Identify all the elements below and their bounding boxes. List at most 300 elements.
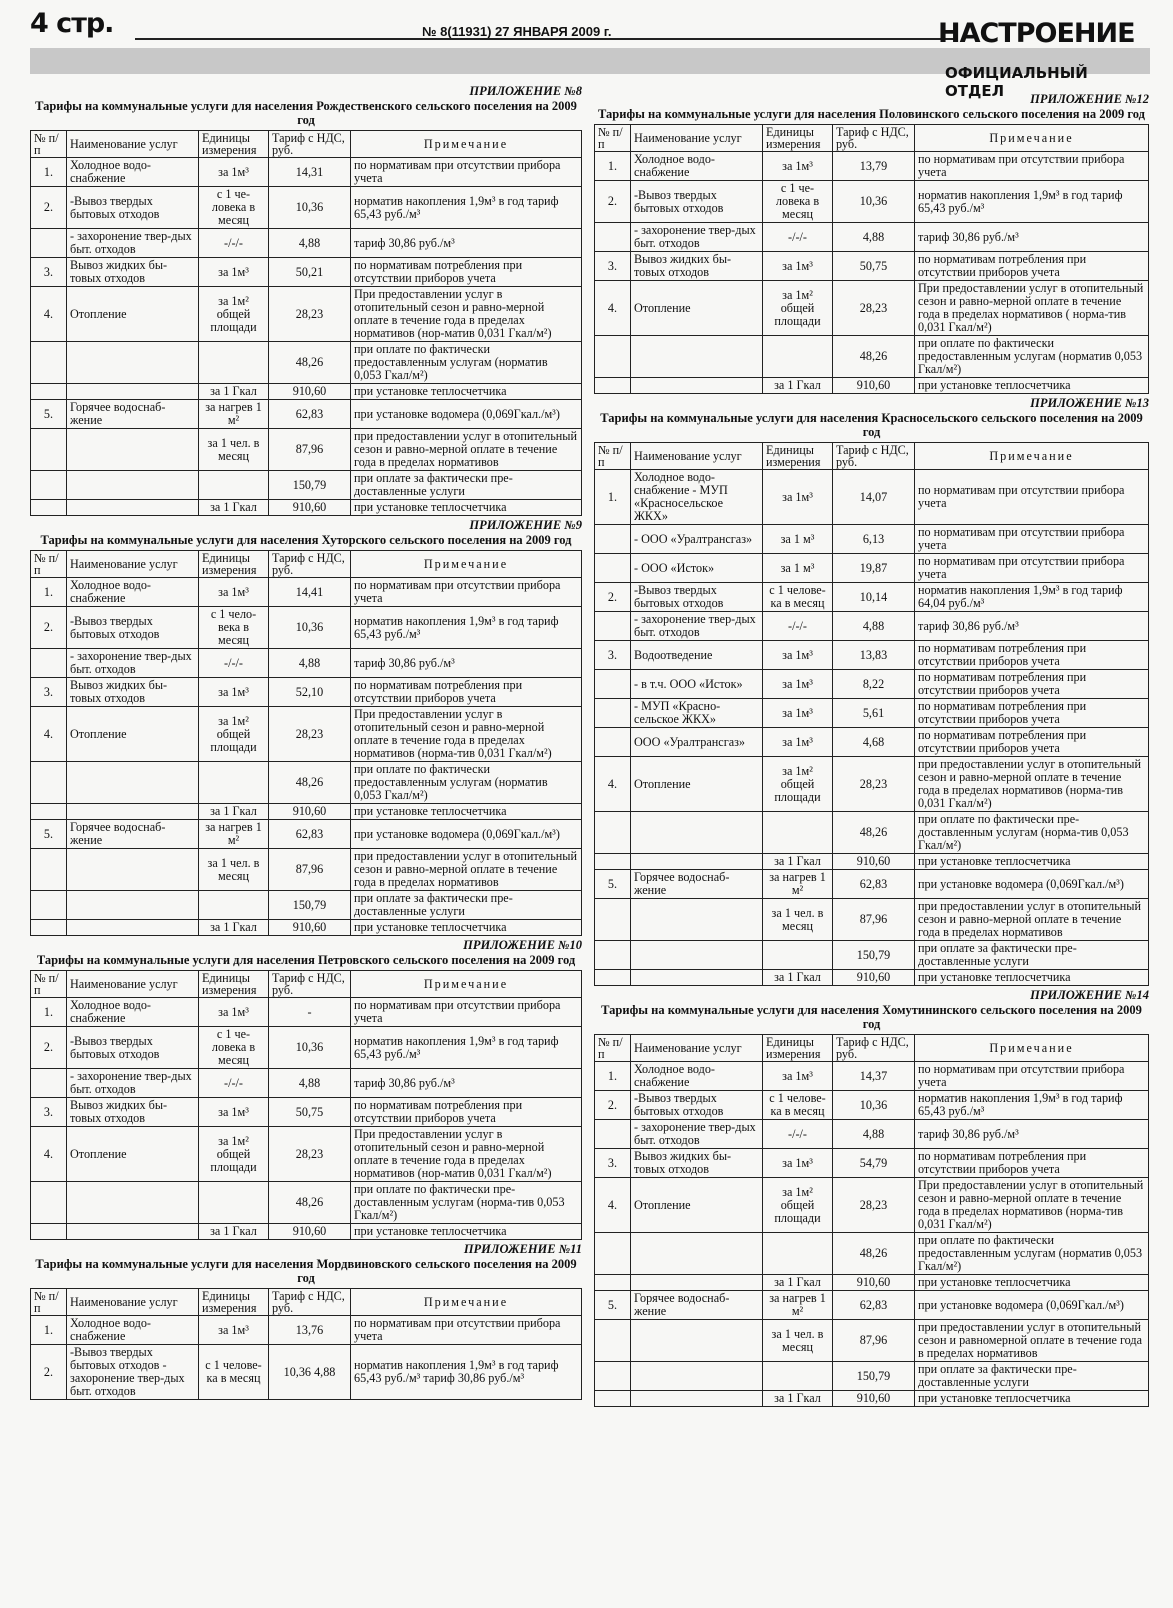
- unit-cell: за 1м³: [199, 1098, 269, 1127]
- tariff-value: -: [269, 998, 351, 1027]
- note-cell: при установке теплосчетчика: [915, 854, 1149, 870]
- table-row: [31, 342, 582, 384]
- service-name: Холодное водо-снабжение: [67, 578, 199, 607]
- table-row: [31, 607, 582, 649]
- table-row: [31, 920, 582, 936]
- table-row: [31, 1345, 582, 1400]
- table-row: [595, 854, 1149, 870]
- table-row: [31, 429, 582, 471]
- service-name: -Вывоз твердых бытовых отходов: [631, 583, 763, 612]
- service-name: [631, 1391, 763, 1407]
- tariff-value: 10,36: [269, 187, 351, 229]
- unit-cell: с 1 че-ловека в месяц: [199, 187, 269, 229]
- row-number: 5.: [595, 1291, 631, 1320]
- note-cell: при оплате за фактически пре-доставленные услуги: [915, 941, 1149, 970]
- service-name: - ООО «Уралтрансгаз»: [631, 525, 763, 554]
- service-name: [631, 1233, 763, 1275]
- table-row: [31, 998, 582, 1027]
- table-row: [595, 970, 1149, 986]
- note-cell: норматив накопления 1,9м³ в год тариф 65,43 руб./м³: [915, 1091, 1149, 1120]
- row-number: [595, 336, 631, 378]
- service-name: -Вывоз твердых бытовых отходов: [67, 607, 199, 649]
- left-column: [30, 84, 582, 1402]
- row-number: [31, 849, 67, 891]
- tariff-value: 4,88: [269, 1069, 351, 1098]
- tariff-value: 14,41: [269, 578, 351, 607]
- service-name: [631, 970, 763, 986]
- service-name: Холодное водо-снабжение: [631, 1062, 763, 1091]
- row-number: [31, 649, 67, 678]
- col-num-header: № п/п: [595, 1035, 631, 1062]
- unit-cell: -/-/-: [199, 649, 269, 678]
- note-cell: по нормативам потребления при отсутствии приборов учета: [351, 1098, 582, 1127]
- table-header-row: [31, 131, 582, 158]
- unit-cell: за 1 Гкал: [763, 378, 833, 394]
- row-number: [595, 728, 631, 757]
- row-number: [595, 812, 631, 854]
- note-cell: при установке водомера (0,069Гкал./м³): [915, 870, 1149, 899]
- service-name: [67, 920, 199, 936]
- unit-cell: [199, 891, 269, 920]
- unit-cell: [763, 336, 833, 378]
- service-name: Холодное водо-снабжение: [67, 998, 199, 1027]
- unit-cell: [763, 941, 833, 970]
- tariff-value: 4,68: [833, 728, 915, 757]
- col-service-header: Наименование услуг: [631, 443, 763, 470]
- tariff-value: 910,60: [833, 854, 915, 870]
- col-service-header: Наименование услуг: [67, 971, 199, 998]
- table-row: [595, 583, 1149, 612]
- col-service-header: Наименование услуг: [67, 131, 199, 158]
- tariff-value: 4,88: [833, 223, 915, 252]
- table-row: [31, 762, 582, 804]
- note-cell: при установке водомера (0,069Гкал./м³): [351, 400, 582, 429]
- unit-cell: за 1 Гкал: [763, 1275, 833, 1291]
- note-cell: тариф 30,86 руб./м³: [351, 649, 582, 678]
- service-name: [631, 378, 763, 394]
- tariff-value: 48,26: [269, 342, 351, 384]
- table-row: [31, 804, 582, 820]
- row-number: [595, 970, 631, 986]
- row-number: 2.: [595, 583, 631, 612]
- service-name: -Вывоз твердых бытовых отходов - захоронение твер-дых быт. отходов: [67, 1345, 199, 1400]
- col-note-header: Примечание: [351, 1289, 582, 1316]
- row-number: [595, 854, 631, 870]
- service-name: - захоронение твер-дых быт. отходов: [67, 229, 199, 258]
- tariff-value: 62,83: [833, 870, 915, 899]
- note-cell: при предоставлении услуг в отопительный сезон и равномерной оплате в течение года в пределах нормативов: [915, 1320, 1149, 1362]
- col-tariff-header: Тариф с НДС, руб.: [269, 1289, 351, 1316]
- service-name: Холодное водо-снабжение: [67, 1316, 199, 1345]
- row-number: 4.: [31, 1127, 67, 1182]
- issue-line: № 8(11931) 27 ЯНВАРЯ 2009 г.: [422, 24, 612, 39]
- tariff-value: 28,23: [269, 1127, 351, 1182]
- note-cell: при установке теплосчетчика: [915, 378, 1149, 394]
- service-name: Холодное водо-снабжение: [631, 152, 763, 181]
- unit-cell: за нагрев 1 м²: [199, 400, 269, 429]
- appendix-label: ПРИЛОЖЕНИЕ №8: [469, 84, 582, 98]
- service-name: - МУП «Красно-сельское ЖКХ»: [631, 699, 763, 728]
- tariff-value: 910,60: [833, 1391, 915, 1407]
- row-number: 1.: [595, 1062, 631, 1091]
- table-row: [31, 384, 582, 400]
- table-row: [595, 757, 1149, 812]
- row-number: [31, 920, 67, 936]
- table-row: [595, 1391, 1149, 1407]
- unit-cell: за 1 Гкал: [763, 970, 833, 986]
- service-name: [631, 941, 763, 970]
- appendix-label: ПРИЛОЖЕНИЕ №11: [463, 1242, 582, 1256]
- tariff-value: 150,79: [269, 891, 351, 920]
- note-cell: по нормативам при отсутствии прибора учета: [915, 470, 1149, 525]
- tariff-value: 62,83: [269, 820, 351, 849]
- tariff-value: 48,26: [833, 812, 915, 854]
- table-row: [595, 870, 1149, 899]
- unit-cell: -/-/-: [199, 229, 269, 258]
- col-unit-header: Единицы измерения: [199, 971, 269, 998]
- unit-cell: за 1м³: [199, 158, 269, 187]
- unit-cell: с 1 челове-ка в месяц: [763, 1091, 833, 1120]
- table-title: Тарифы на коммунальные услуги для населения Хомутининского сельского поселения на 2009 год: [601, 1003, 1142, 1031]
- unit-cell: -/-/-: [763, 223, 833, 252]
- tariff-value: 50,75: [833, 252, 915, 281]
- tariff-value: 28,23: [269, 287, 351, 342]
- table-row: [595, 1275, 1149, 1291]
- tariff-value: 13,76: [269, 1316, 351, 1345]
- note-cell: по нормативам потребления при отсутствии приборов учета: [915, 728, 1149, 757]
- col-service-header: Наименование услуг: [631, 125, 763, 152]
- note-cell: При предоставлении услуг в отопительный сезон и равно-мерной оплате в течение года в пределах нормативов (норма-тив 0,031 Гкал/м²): [351, 707, 582, 762]
- service-name: Вывоз жидких бы-товых отходов: [631, 252, 763, 281]
- row-number: 1.: [595, 470, 631, 525]
- tariff-value: 5,61: [833, 699, 915, 728]
- note-cell: по нормативам при отсутствии прибора учета: [351, 158, 582, 187]
- service-name: Вывоз жидких бы-товых отходов: [631, 1149, 763, 1178]
- table-row: [31, 1098, 582, 1127]
- service-name: Вывоз жидких бы-товых отходов: [67, 258, 199, 287]
- tariff-value: 4,88: [833, 612, 915, 641]
- row-number: [595, 525, 631, 554]
- tariff-table: [30, 130, 582, 516]
- note-cell: по нормативам при отсутствии прибора учета: [915, 152, 1149, 181]
- row-number: [31, 891, 67, 920]
- tariff-value: 10,14: [833, 583, 915, 612]
- note-cell: при оплате за фактически пре-доставленные услуги: [351, 891, 582, 920]
- row-number: 2.: [31, 1027, 67, 1069]
- table-row: [31, 229, 582, 258]
- service-name: Отопление: [67, 287, 199, 342]
- table-row: [595, 699, 1149, 728]
- col-service-header: Наименование услуг: [631, 1035, 763, 1062]
- col-unit-header: Единицы измерения: [763, 443, 833, 470]
- row-number: 5.: [31, 820, 67, 849]
- col-service-header: Наименование услуг: [67, 551, 199, 578]
- unit-cell: -/-/-: [763, 1120, 833, 1149]
- col-tariff-header: Тариф с НДС, руб.: [833, 443, 915, 470]
- table-row: [595, 554, 1149, 583]
- unit-cell: [763, 1362, 833, 1391]
- table-header-row: [31, 1289, 582, 1316]
- tariff-value: 14,31: [269, 158, 351, 187]
- tariff-value: 910,60: [833, 378, 915, 394]
- table-row: [595, 1091, 1149, 1120]
- service-name: - ООО «Исток»: [631, 554, 763, 583]
- page-number: 4 стр.: [30, 8, 114, 39]
- note-cell: по нормативам потребления при отсутствии приборов учета: [915, 699, 1149, 728]
- note-cell: При предоставлении услуг в отопительный сезон и равно-мерной оплате в течение года в пределах нормативов (нор-матив 0,031 Гкал/м²): [351, 287, 582, 342]
- table-row: [595, 728, 1149, 757]
- col-num-header: № п/п: [595, 443, 631, 470]
- unit-cell: [199, 342, 269, 384]
- tariff-value: 19,87: [833, 554, 915, 583]
- unit-cell: за 1м³: [763, 699, 833, 728]
- service-name: [67, 762, 199, 804]
- tariff-value: 910,60: [269, 920, 351, 936]
- tariff-value: 13,79: [833, 152, 915, 181]
- unit-cell: за 1 м³: [763, 525, 833, 554]
- table-title: Тарифы на коммунальные услуги для населения Половинского сельского поселения на 2009 год: [598, 107, 1145, 121]
- col-unit-header: Единицы измерения: [199, 1289, 269, 1316]
- note-cell: по нормативам при отсутствии прибора учета: [915, 525, 1149, 554]
- note-cell: норматив накопления 1,9м³ в год тариф 64,04 руб./м³: [915, 583, 1149, 612]
- table-header-row: [31, 551, 582, 578]
- row-number: [31, 804, 67, 820]
- note-cell: по нормативам при отсутствии прибора учета: [351, 578, 582, 607]
- table-row: [31, 578, 582, 607]
- unit-cell: за 1 чел. в месяц: [763, 899, 833, 941]
- tariff-table: [594, 1034, 1149, 1407]
- unit-cell: с 1 челове-ка в месяц: [199, 1345, 269, 1400]
- note-cell: при оплате по фактически предоставленным услугам (норматив 0,053 Гкал/м²): [351, 762, 582, 804]
- tariff-value: 8,22: [833, 670, 915, 699]
- table-row: [595, 252, 1149, 281]
- masthead: НАСТРОЕНИЕ: [938, 18, 1135, 49]
- table-row: [31, 158, 582, 187]
- tariff-value: 48,26: [833, 336, 915, 378]
- unit-cell: с 1 челове-ка в месяц: [763, 583, 833, 612]
- tariff-value: 87,96: [833, 1320, 915, 1362]
- unit-cell: с 1 че-ловека в месяц: [199, 1027, 269, 1069]
- tariff-value: 54,79: [833, 1149, 915, 1178]
- row-number: [595, 378, 631, 394]
- table-row: [31, 258, 582, 287]
- tariff-value: 87,96: [269, 429, 351, 471]
- unit-cell: за 1 чел. в месяц: [199, 849, 269, 891]
- note-cell: при оплате по фактически предоставленным услугам (норматив 0,053 Гкал/м²): [915, 1233, 1149, 1275]
- tariff-value: 910,60: [269, 804, 351, 820]
- table-row: [595, 470, 1149, 525]
- service-name: [67, 500, 199, 516]
- row-number: [595, 554, 631, 583]
- tariff-block-11: [30, 1242, 582, 1400]
- table-row: [31, 1224, 582, 1240]
- tariff-value: 28,23: [833, 757, 915, 812]
- unit-cell: за 1м³: [199, 578, 269, 607]
- col-num-header: № п/п: [31, 551, 67, 578]
- note-cell: при установке теплосчетчика: [915, 1275, 1149, 1291]
- row-number: 1.: [31, 158, 67, 187]
- table-row: [31, 1069, 582, 1098]
- service-name: - захоронение твер-дых быт. отходов: [67, 649, 199, 678]
- unit-cell: [763, 1233, 833, 1275]
- service-name: [631, 899, 763, 941]
- row-number: [595, 941, 631, 970]
- table-row: [31, 891, 582, 920]
- service-name: -Вывоз твердых бытовых отходов: [631, 1091, 763, 1120]
- note-cell: по нормативам при отсутствии прибора учета: [915, 1062, 1149, 1091]
- unit-cell: за 1м² общей площади: [763, 757, 833, 812]
- note-cell: по нормативам потребления при отсутствии приборов учета: [915, 641, 1149, 670]
- note-cell: при предоставлении услуг в отопительный сезон и равно-мерной оплате в течение года в пределах нормативов (норма-тив 0,031 Гкал/м²): [915, 757, 1149, 812]
- unit-cell: за 1м³: [199, 1316, 269, 1345]
- table-header-row: [595, 125, 1149, 152]
- col-note-header: Примечание: [351, 551, 582, 578]
- note-cell: норматив накопления 1,9м³ в год тариф 65,43 руб./м³: [351, 1027, 582, 1069]
- tariff-value: 10,36: [833, 1091, 915, 1120]
- unit-cell: за 1м³: [763, 470, 833, 525]
- tariff-value: 910,60: [269, 384, 351, 400]
- row-number: [31, 500, 67, 516]
- unit-cell: за 1м² общей площади: [199, 287, 269, 342]
- unit-cell: -/-/-: [763, 612, 833, 641]
- right-column: [594, 92, 1149, 1409]
- table-row: [595, 1320, 1149, 1362]
- table-row: [595, 181, 1149, 223]
- row-number: 1.: [31, 1316, 67, 1345]
- table-row: [31, 678, 582, 707]
- unit-cell: [763, 812, 833, 854]
- note-cell: при установке теплосчетчика: [915, 1391, 1149, 1407]
- table-row: [31, 1182, 582, 1224]
- tariff-block-14: [594, 988, 1149, 1407]
- unit-cell: [199, 1182, 269, 1224]
- service-name: Вывоз жидких бы-товых отходов: [67, 678, 199, 707]
- col-num-header: № п/п: [31, 1289, 67, 1316]
- tariff-block-12: [594, 92, 1149, 394]
- tariff-block-9: [30, 518, 582, 936]
- table-row: [31, 187, 582, 229]
- col-note-header: Примечание: [915, 1035, 1149, 1062]
- row-number: [31, 1182, 67, 1224]
- service-name: - захоронение твер-дых быт. отходов: [67, 1069, 199, 1098]
- service-name: [67, 891, 199, 920]
- note-cell: при установке теплосчетчика: [351, 384, 582, 400]
- row-number: [595, 1320, 631, 1362]
- unit-cell: за нагрев 1 м²: [763, 870, 833, 899]
- table-row: [595, 281, 1149, 336]
- service-name: - в т.ч. ООО «Исток»: [631, 670, 763, 699]
- tariff-value: 50,75: [269, 1098, 351, 1127]
- note-cell: при предоставлении услуг в отопительный сезон и равно-мерной оплате в течение года в пределах нормативов: [351, 849, 582, 891]
- tariff-value: 52,10: [269, 678, 351, 707]
- service-name: [67, 849, 199, 891]
- col-note-header: Примечание: [915, 125, 1149, 152]
- unit-cell: -/-/-: [199, 1069, 269, 1098]
- tariff-value: 6,13: [833, 525, 915, 554]
- row-number: [595, 1391, 631, 1407]
- note-cell: норматив накопления 1,9м³ в год тариф 65,43 руб./м³: [351, 187, 582, 229]
- note-cell: при оплате по фактически пре-доставленным услугам (норма-тив 0,053 Гкал/м²): [351, 1182, 582, 1224]
- row-number: [31, 384, 67, 400]
- tariff-value: 4,88: [833, 1120, 915, 1149]
- table-row: [31, 400, 582, 429]
- row-number: 5.: [595, 870, 631, 899]
- appendix-label: ПРИЛОЖЕНИЕ №13: [1030, 396, 1149, 410]
- note-cell: по нормативам потребления при отсутствии приборов учета: [351, 258, 582, 287]
- note-cell: по нормативам при отсутствии прибора учета: [351, 1316, 582, 1345]
- tariff-value: 48,26: [269, 1182, 351, 1224]
- tariff-value: 87,96: [833, 899, 915, 941]
- service-name: Вывоз жидких бы-товых отходов: [67, 1098, 199, 1127]
- appendix-label: ПРИЛОЖЕНИЕ №12: [1030, 92, 1149, 106]
- col-num-header: № п/п: [595, 125, 631, 152]
- unit-cell: за 1 м³: [763, 554, 833, 583]
- table-row: [595, 525, 1149, 554]
- table-row: [595, 378, 1149, 394]
- note-cell: по нормативам при отсутствии прибора учета: [915, 554, 1149, 583]
- table-row: [595, 336, 1149, 378]
- table-row: [595, 223, 1149, 252]
- unit-cell: с 1 чело-века в месяц: [199, 607, 269, 649]
- table-title: Тарифы на коммунальные услуги для населения Хуторского сельского поселения на 2009 год: [40, 533, 572, 547]
- service-name: [67, 471, 199, 500]
- service-name: [67, 804, 199, 820]
- unit-cell: за 1 чел. в месяц: [763, 1320, 833, 1362]
- row-number: 1.: [595, 152, 631, 181]
- table-row: [595, 1291, 1149, 1320]
- row-number: [31, 1224, 67, 1240]
- tariff-value: 10,36: [833, 181, 915, 223]
- tariff-value: 910,60: [269, 1224, 351, 1240]
- unit-cell: за 1м³: [763, 1149, 833, 1178]
- tariff-value: 28,23: [269, 707, 351, 762]
- note-cell: при установке теплосчетчика: [351, 500, 582, 516]
- note-cell: по нормативам потребления при отсутствии приборов учета: [915, 670, 1149, 699]
- table-row: [31, 649, 582, 678]
- appendix-label: ПРИЛОЖЕНИЕ №14: [1030, 988, 1149, 1002]
- unit-cell: за 1 Гкал: [763, 854, 833, 870]
- note-cell: норматив накопления 1,9м³ в год тариф 65,43 руб./м³: [915, 181, 1149, 223]
- tariff-value: 28,23: [833, 281, 915, 336]
- note-cell: тариф 30,86 руб./м³: [915, 223, 1149, 252]
- note-cell: при установке водомера (0,069Гкал./м³): [351, 820, 582, 849]
- service-name: - захоронение твер-дых быт. отходов: [631, 223, 763, 252]
- col-note-header: Примечание: [351, 971, 582, 998]
- row-number: 3.: [595, 1149, 631, 1178]
- row-number: 2.: [31, 187, 67, 229]
- note-cell: норматив накопления 1,9м³ в год тариф 65,43 руб./м³: [351, 607, 582, 649]
- service-name: - захоронение твер-дых быт. отходов: [631, 1120, 763, 1149]
- tariff-value: 910,60: [833, 1275, 915, 1291]
- row-number: 1.: [31, 578, 67, 607]
- row-number: 5.: [31, 400, 67, 429]
- row-number: [595, 899, 631, 941]
- service-name: [631, 1362, 763, 1391]
- note-cell: по нормативам потребления при отсутствии приборов учета: [915, 1149, 1149, 1178]
- appendix-label: ПРИЛОЖЕНИЕ №9: [469, 518, 582, 532]
- unit-cell: за 1 Гкал: [763, 1391, 833, 1407]
- row-number: [595, 612, 631, 641]
- col-note-header: Примечание: [915, 443, 1149, 470]
- row-number: [595, 1362, 631, 1391]
- service-name: [67, 342, 199, 384]
- row-number: [595, 223, 631, 252]
- tariff-value: 10,36: [269, 1027, 351, 1069]
- tariff-value: 50,21: [269, 258, 351, 287]
- unit-cell: за 1м² общей площади: [763, 281, 833, 336]
- tariff-table: [30, 1288, 582, 1400]
- table-row: [595, 612, 1149, 641]
